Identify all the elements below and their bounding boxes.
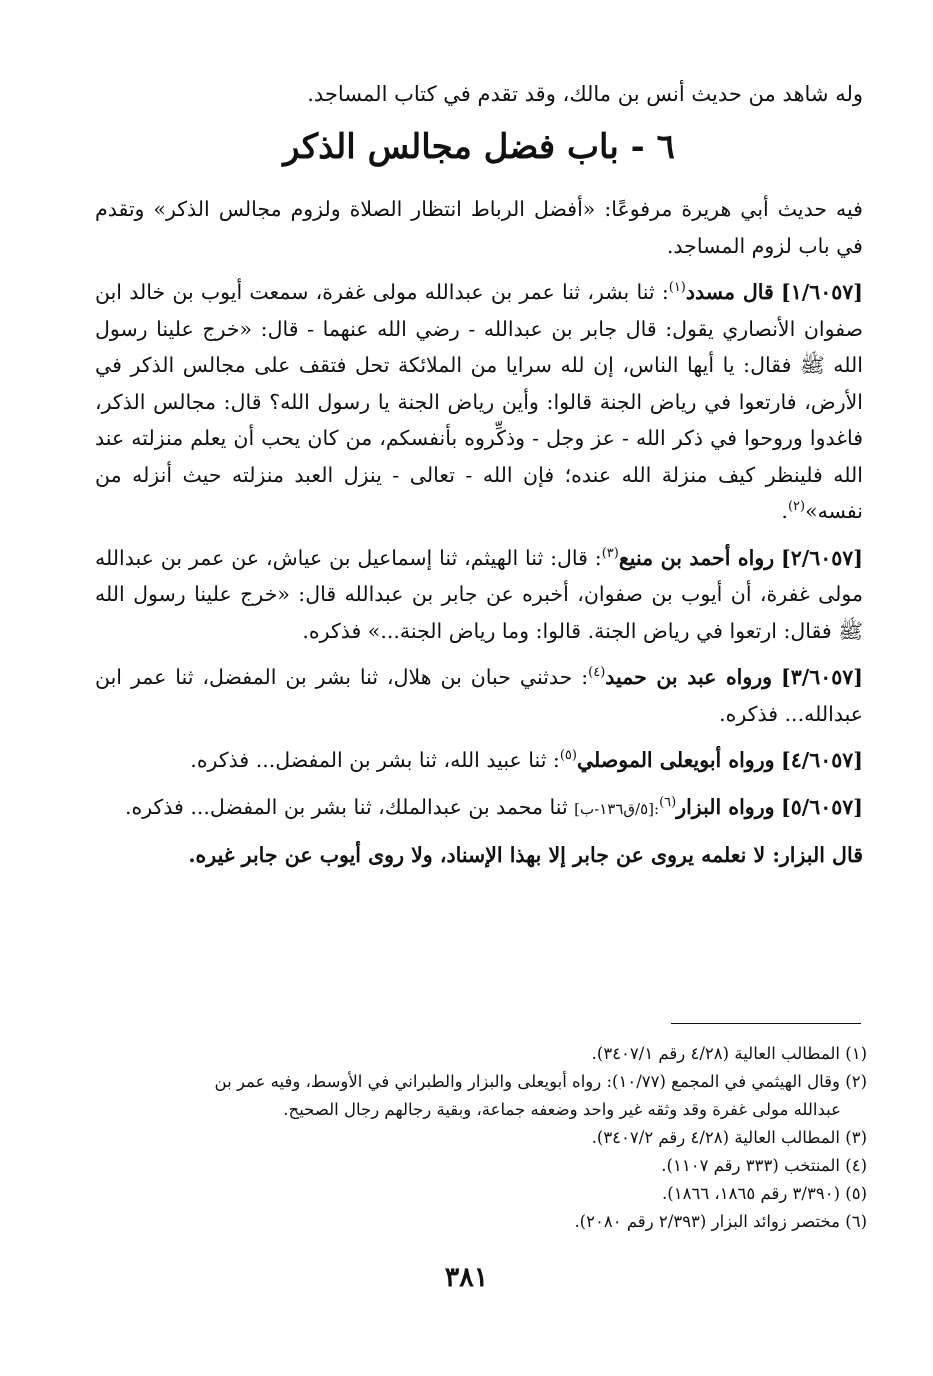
entry-lead-4: ورواه أبويعلى الموصلي (576, 748, 775, 772)
footnote-6: (٦) مختصر زوائد البزار (٢/٣٩٣ رقم ٢٠٨٠). (574, 1212, 867, 1231)
footnote-marker-6: (٦) (659, 794, 677, 810)
page-body (95, 76, 863, 873)
entry-lead-1: قال مسدد (685, 280, 774, 304)
chapter-intro: فيه حديث أبي هريرة مرفوعًا: «أفضل الرباط انتظار الصلاة ولزوم مجالس الذكر» وتقدم في باب لزوم المساجد. (95, 197, 863, 258)
footnote-marker-5: (٥) (559, 748, 577, 764)
hadith-entry-1 (95, 274, 863, 530)
entry-ref-1: [١/٦٠٥٧] (781, 280, 863, 304)
entry-text-2: : قال: ثنا الهيثم، ثنا إسماعيل بن عياش، عن عمر بن عبدالله مولى غفرة، أن أيوب بن صفوان، أخبره عن جابر بن عبدالله قال: «خرج علينا رسول الله ﷺ فقال: ارتعوا في رياض الجنة. قالوا: وما رياض الجنة...» فذكره. (95, 545, 863, 643)
entry-lead-2: رواه أحمد بن منيع (618, 545, 775, 570)
chapter-heading: ٦ - باب فضل مجالس الذكر (283, 127, 675, 167)
page-number: ٣٨١ (444, 1262, 489, 1293)
hadith-entry-3 (95, 659, 863, 732)
footnote-2: (٢) وقال الهيثمي في المجمع (١٠/٧٧): رواه أبويعلى والبزار والطبراني في الأوسط، وفيه عمر بن (214, 1072, 867, 1091)
entry-lead-5: ورواه البزار (676, 794, 775, 819)
hadith-entry-2 (95, 540, 863, 650)
footnote-5: (٥) (٣/٣٩٠ رقم ١٨٦٥، ١٨٦٦). (662, 1184, 867, 1203)
footnote-2-continued: عبدالله مولى غفرة وقد وثقه غير واحد وضعفه جماعة، وبقية رجالهم رجال الصحيح. (283, 1100, 841, 1119)
footnote-4: (٤) المنتخب (٣٣٣ رقم ١١٠٧). (661, 1156, 867, 1175)
footnote-divider (671, 1023, 861, 1024)
entry-text-4: : ثنا عبيد الله، ثنا بشر بن المفضل... فذكره. (190, 748, 560, 772)
entry-ref-4: [٤/٦٠٥٧] (781, 748, 863, 772)
footnote-1: (١) المطالب العالية (٤/٢٨ رقم ٣٤٠٧/١). (591, 1044, 867, 1063)
footnote-marker-1: (١) (668, 280, 686, 296)
bazzar-comment: قال البزار: لا نعلمه يروى عن جابر إلا بهذا الإسناد، ولا روى أيوب عن جابر غيره. (188, 843, 863, 867)
footnote-3: (٣) المطالب العالية (٤/٢٨ رقم ٣٤٠٧/٢). (591, 1128, 867, 1147)
footnote-marker-3: (٣) (601, 545, 619, 561)
footnotes-section (95, 1040, 867, 1236)
entry-text-5: ثنا محمد بن عبدالملك، ثنا بشر بن المفضل... فذكره. (124, 794, 575, 819)
hadith-entry-5 (95, 789, 863, 828)
entry-ref-5: [٥/٦٠٥٧] (781, 794, 863, 819)
entry-end-1: . (781, 499, 788, 523)
entry-text-3: : حدثني حبان بن هلال، ثنا بشر بن المفضل، ثنا عمر ابن عبدالله... فذكره. (95, 665, 863, 726)
manuscript-reference: :[٥/ق١٣٦-ب] (574, 799, 660, 818)
entry-lead-3: ورواه عبد بن حميد (605, 665, 773, 689)
hadith-entry-4 (95, 742, 863, 779)
intro-line: وله شاهد من حديث أنس بن مالك، وقد تقدم في كتاب المساجد. (307, 82, 863, 106)
entry-ref-3: [٣/٦٠٥٧] (781, 665, 863, 689)
footnote-marker-2: (٢) (787, 499, 806, 515)
entry-ref-2: [٢/٦٠٥٧] (781, 545, 863, 570)
footnote-marker-4: (٤) (588, 665, 606, 681)
entry-text-1: : ثنا بشر، ثنا عمر بن عبدالله مولى غفرة، سمعت أيوب بن خالد ابن صفوان الأنصاري يقول: قال جابر بن عبدالله - رضي الله عنهما - قال: «خرج علينا رسول الله ﷺ فقال: يا أيها الناس، إن لله سرايا من الملائكة تحل فتقف على مجالس الذكر في الأرض، فارتعوا في رياض الجنة قالوا: وأين رياض الجنة يا رسول الله؟ قال: مجالس الذكر، فاغدوا وروحوا في ذكر الله - عز وجل - وذكِّروه بأنفسكم، من كان يحب أن يعلم منزلته عند الله فلينظر كيف منزلة الله عنده؛ فإن الله - تعالى - ينزل العبد منزلته حيث أنزله من نفسه» (95, 280, 863, 523)
